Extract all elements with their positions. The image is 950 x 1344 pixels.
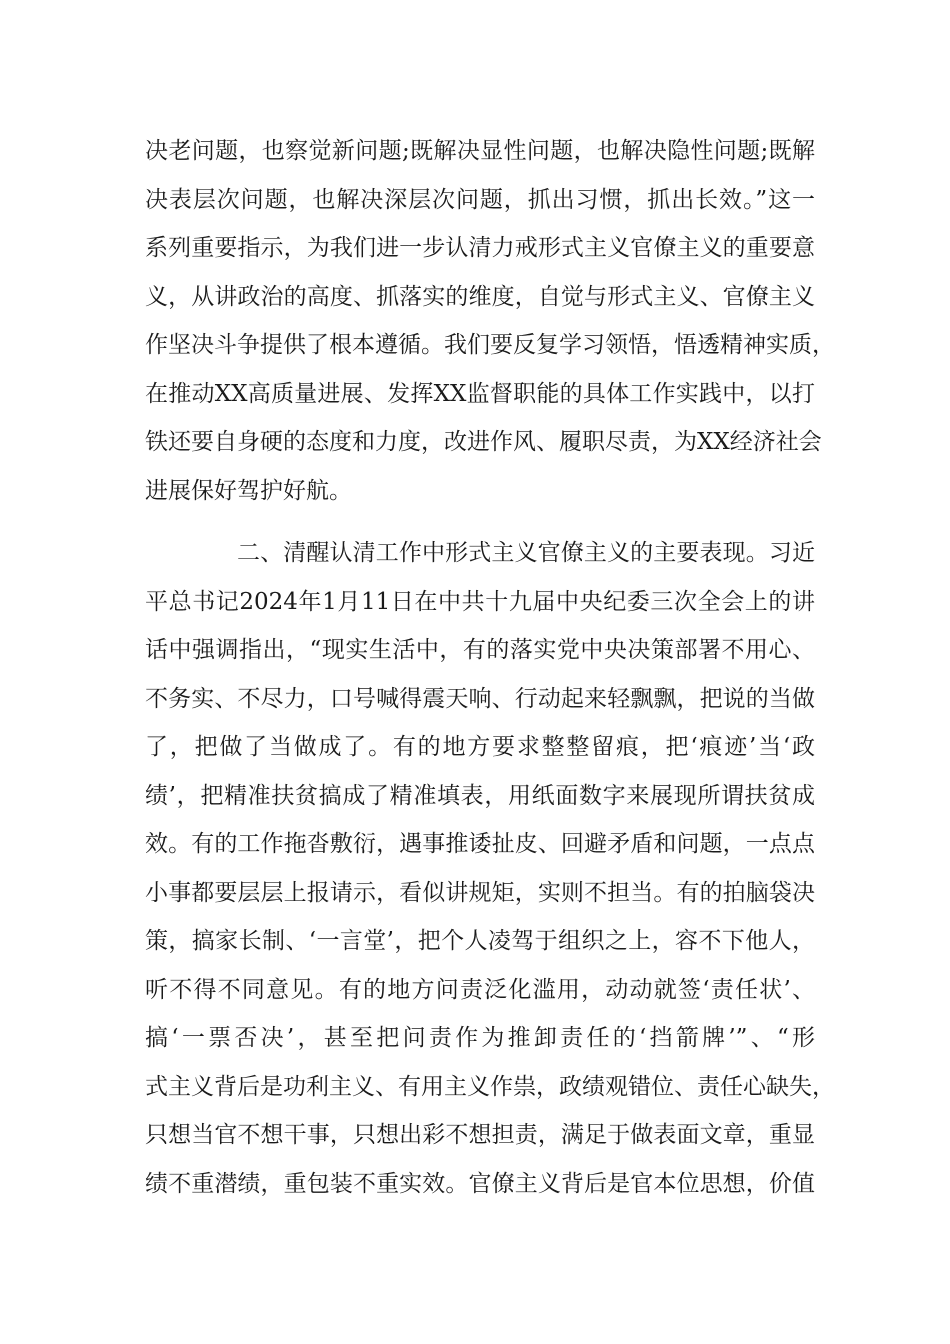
text-line: 决表层次问题，也解决深层次问题，抓出习惯，抓出长效。”这一 bbox=[145, 186, 815, 213]
text-line: 平总书记2024年1月11日在中共十九届中央纪委三次全会上的讲 bbox=[145, 588, 815, 615]
text-line: 作坚决斗争提供了根本遵循。我们要反复学习领悟，悟透精神实质， bbox=[145, 332, 835, 358]
text-line: 不务实、不尽力，口号喊得震天响、行动起来轻飘飘，把说的当做 bbox=[145, 685, 815, 712]
text-line: 绩’，把精准扶贫搞成了精准填表，用纸面数字来展现所谓扶贫成 bbox=[145, 782, 815, 809]
text-line: 了，把做了当做成了。有的地方要求整整留痕，把‘痕迹’当‘政 bbox=[145, 734, 815, 760]
text-line: 话中强调指出，“现实生活中，有的落实党中央决策部署不用心、 bbox=[145, 637, 815, 663]
text-line: 听不得不同意见。有的地方问责泛化滥用，动动就签‘责任状’、 bbox=[145, 976, 815, 1003]
text-line: 搞‘一票否决’，甚至把问责作为推卸责任的‘挡箭牌’”、“形 bbox=[145, 1025, 815, 1051]
text-line: 式主义背后是功利主义、有用主义作祟，政绩观错位、责任心缺失， bbox=[145, 1073, 835, 1100]
text-line: 只想当官不想干事，只想出彩不想担责，满足于做表面文章，重显 bbox=[145, 1122, 815, 1148]
text-line: 系列重要指示，为我们进一步认清力戒形式主义官僚主义的重要意 bbox=[145, 235, 815, 261]
text-line: 进展保好驾护好航。 bbox=[145, 477, 352, 504]
text-line: 策，搞家长制、‘一言堂’，把个人凌驾于组织之上，容不下他人， bbox=[145, 928, 815, 954]
paragraph-section-two bbox=[145, 529, 835, 1208]
text-line: 在推动XX高质量进展、发挥XX监督职能的具体工作实践中，以打 bbox=[145, 380, 815, 407]
text-line: 决老问题，也察觉新问题;既解决显性问题，也解决隐性问题;既解 bbox=[145, 138, 815, 164]
text-line: 绩不重潜绩，重包装不重实效。官僚主义背后是官本位思想，价值 bbox=[145, 1170, 815, 1197]
text-line: 铁还要自身硬的态度和力度，改进作风、履职尽责，为XX经济社会 bbox=[145, 429, 822, 455]
paragraph-continued bbox=[145, 127, 835, 515]
text-line: 义，从讲政治的高度、抓落实的维度，自觉与形式主义、官僚主义 bbox=[145, 283, 815, 310]
text-line: 效。有的工作拖沓敷衍，遇事推诿扯皮、回避矛盾和问题，一点点 bbox=[145, 831, 815, 857]
section-heading-line: 二、清醒认清工作中形式主义官僚主义的主要表现。习近 bbox=[237, 540, 815, 566]
text-line: 小事都要层层上报请示，看似讲规矩，实则不担当。有的拍脑袋决 bbox=[145, 879, 815, 906]
